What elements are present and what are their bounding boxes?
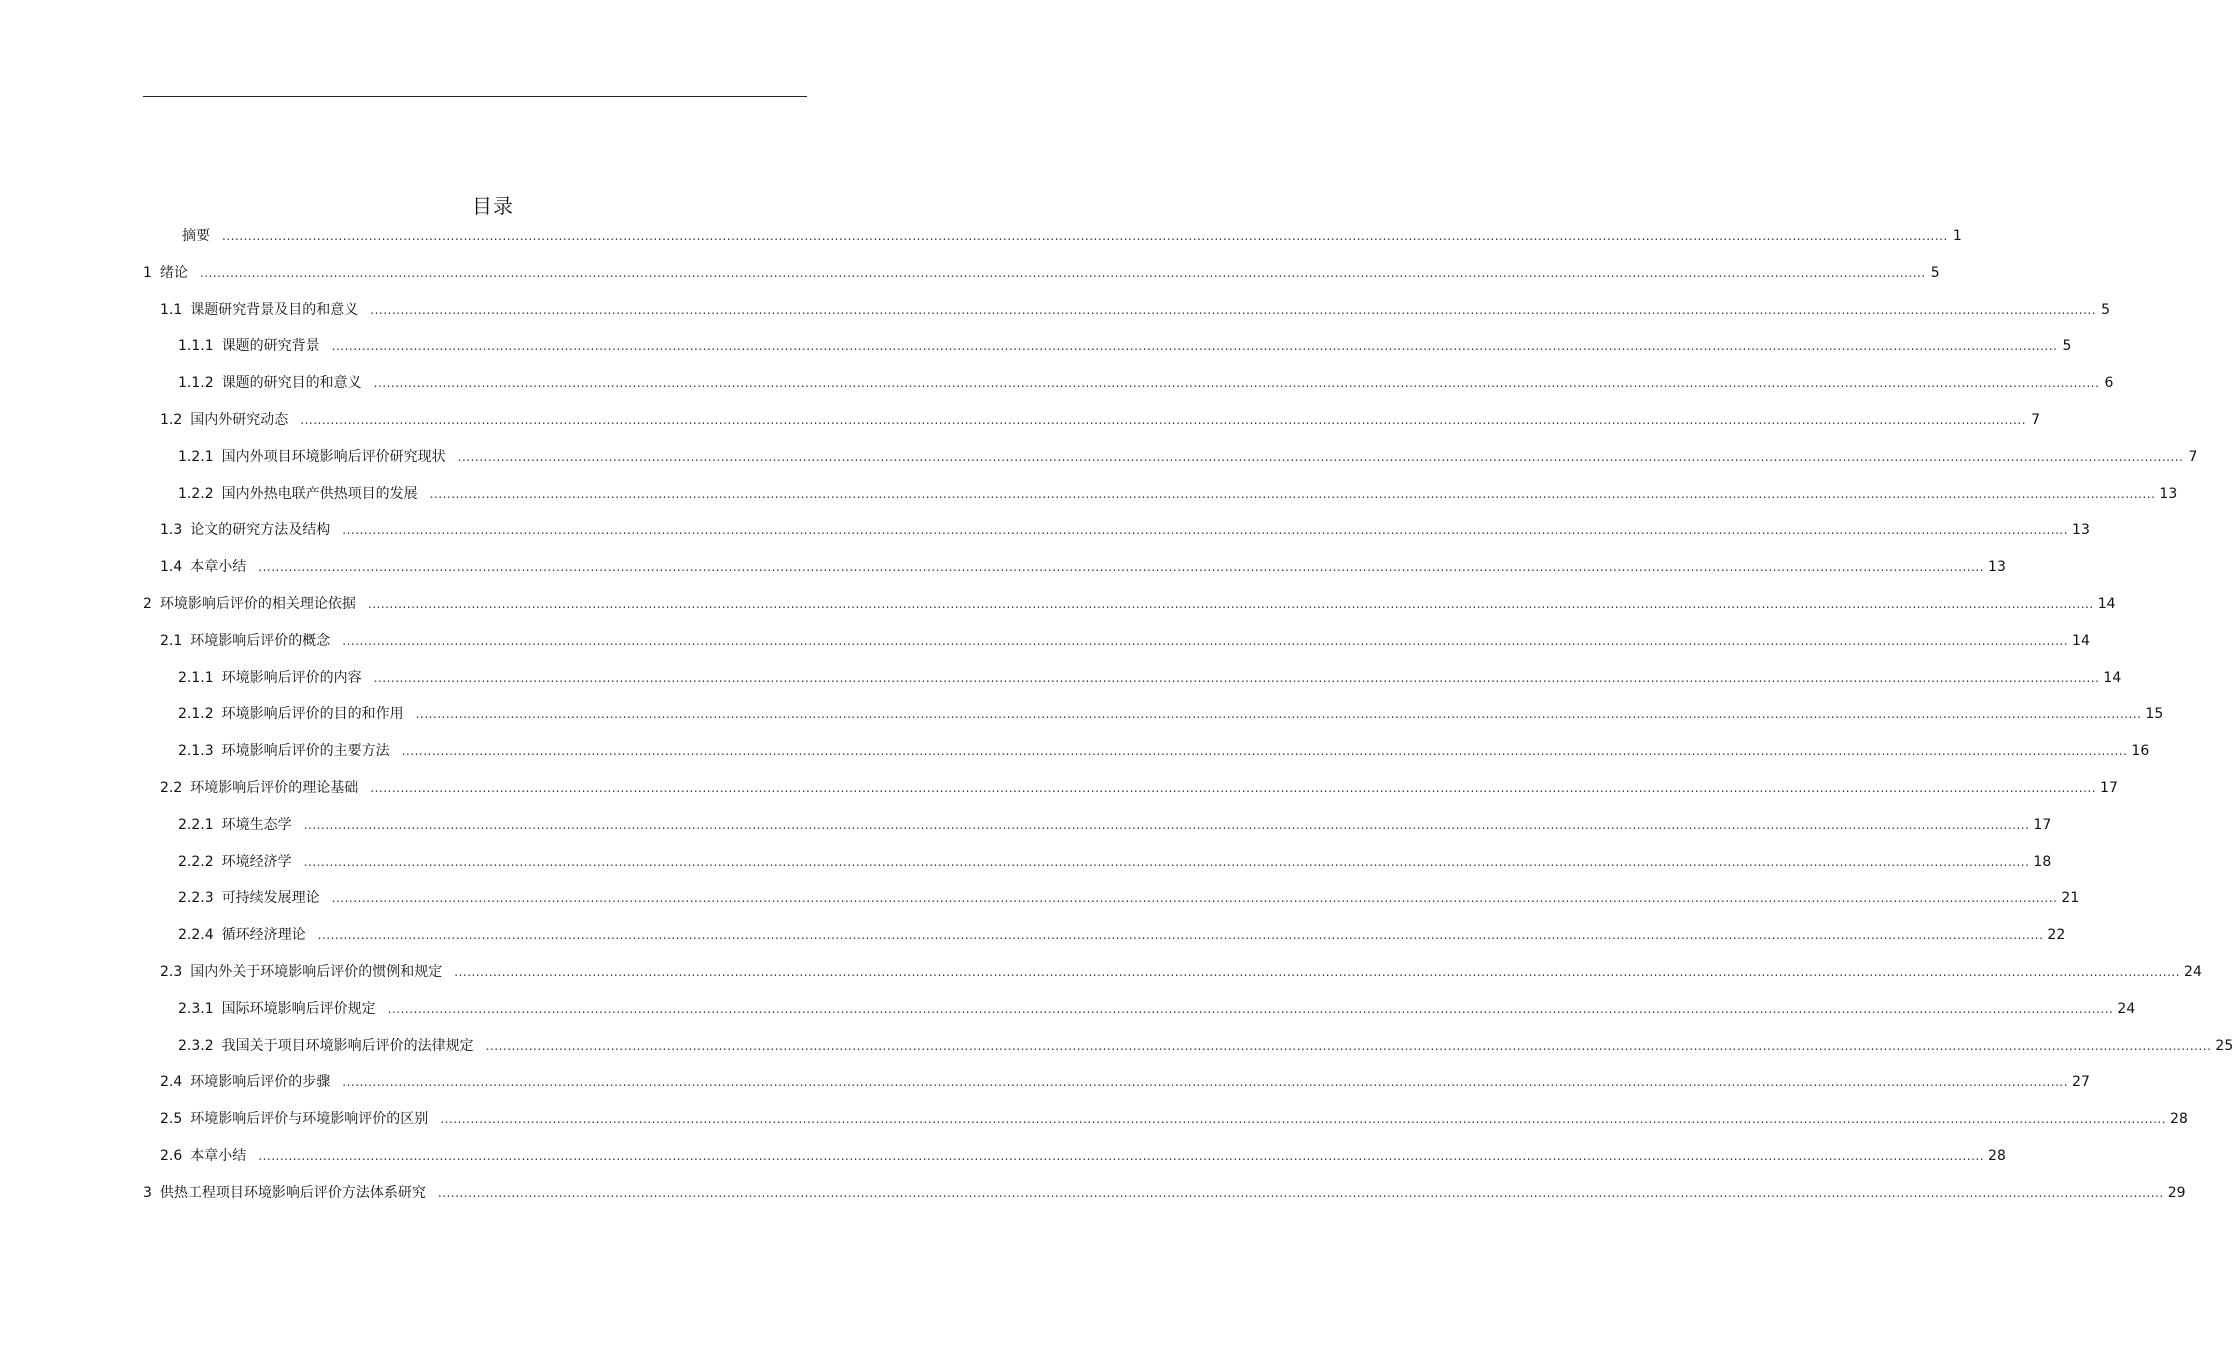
toc-entry-number: 1.3 (160, 522, 183, 538)
toc-entry-number: 2.4 (160, 1074, 183, 1090)
toc-entry-label: 循环经济理论 (221, 927, 306, 943)
toc-entry-label: 绪论 (159, 265, 188, 281)
dot-leader: ................................................................................................................................................................................................................................................................................................................................................................................................................ (331, 891, 2058, 905)
dot-leader: ................................................................................................................................................................................................................................................................................................................................................................................................................ (258, 560, 1985, 574)
toc-entry[interactable] (182, 225, 1962, 247)
toc-entry-page: 5 (2101, 302, 2111, 318)
toc-entry-label: 环境影响后评价的理论基础 (190, 780, 359, 796)
toc-entry-number: 2.2.2 (178, 854, 214, 870)
toc-entry-page: 18 (2033, 854, 2052, 870)
toc-entry[interactable] (143, 262, 1940, 284)
toc-entry-page: 22 (2047, 927, 2066, 943)
toc-entry-page: 17 (2100, 780, 2118, 796)
toc-entry[interactable] (160, 1145, 2006, 1167)
toc-entry-label: 国际环境影响后评价规定 (221, 1001, 376, 1017)
dot-leader: ................................................................................................................................................................................................................................................................................................................................................................................................................ (440, 1112, 2167, 1126)
toc-entry-label: 环境生态学 (221, 817, 292, 833)
dot-leader: ................................................................................................................................................................................................................................................................................................................................................................................................................ (415, 707, 2142, 721)
toc-entry-page: 21 (2061, 890, 2080, 906)
toc-entry-page: 5 (1930, 265, 1940, 281)
toc-entry[interactable] (160, 409, 2041, 431)
toc-entry-number: 2.3.1 (178, 1001, 214, 1017)
toc-entry-page: 24 (2184, 964, 2202, 980)
toc-entry-number: 1.1 (160, 302, 183, 318)
toc-entry[interactable] (178, 703, 2164, 725)
dot-leader: ................................................................................................................................................................................................................................................................................................................................................................................................................ (370, 303, 2097, 317)
toc-entry-page: 13 (2072, 522, 2090, 538)
toc-entry-number: 3 (143, 1185, 152, 1201)
toc-entry[interactable] (178, 998, 2136, 1020)
toc-entry[interactable] (178, 335, 2072, 357)
dot-leader: ................................................................................................................................................................................................................................................................................................................................................................................................................ (373, 376, 2100, 390)
toc-entry-page: 14 (2097, 596, 2116, 612)
toc-entry-number: 2.2.4 (178, 927, 214, 943)
toc-entry-page: 28 (1988, 1148, 2006, 1164)
toc-entry-number: 2.1.2 (178, 706, 214, 722)
toc-entry-page: 7 (2188, 449, 2198, 465)
toc-entry-page: 25 (2215, 1038, 2233, 1054)
toc-entry-page: 28 (2170, 1111, 2188, 1127)
toc-entry[interactable] (160, 1071, 2090, 1093)
toc-entry-number: 2.3 (160, 964, 183, 980)
dot-leader: ................................................................................................................................................................................................................................................................................................................................................................................................................ (342, 1075, 2069, 1089)
toc-entry-number: 2 (143, 596, 152, 612)
toc-entry-number: 1.2.1 (178, 449, 214, 465)
dot-leader: ................................................................................................................................................................................................................................................................................................................................................................................................................ (454, 965, 2181, 979)
dot-leader: ................................................................................................................................................................................................................................................................................................................................................................................................................ (199, 266, 1926, 280)
toc-entry[interactable] (143, 1182, 2186, 1204)
page-title: 目录 (472, 194, 514, 218)
dot-leader: ................................................................................................................................................................................................................................................................................................................................................................................................................ (222, 229, 1948, 243)
toc-entry-page: 14 (2072, 633, 2090, 649)
toc-entry-page: 16 (2131, 743, 2150, 759)
toc-entry[interactable] (178, 446, 2198, 468)
toc-entry-number: 2.2.3 (178, 890, 214, 906)
toc-entry-label: 本章小结 (190, 559, 247, 575)
toc-entry[interactable] (178, 1035, 2233, 1057)
toc-entry-number: 2.1.3 (178, 743, 214, 759)
toc-entry-page: 1 (1952, 228, 1962, 244)
toc-entry-number: 1.4 (160, 559, 183, 575)
toc-entry-label: 课题的研究背景 (221, 338, 320, 354)
toc-entry-label: 供热工程项目环境影响后评价方法体系研究 (159, 1185, 426, 1201)
toc-entry[interactable] (178, 667, 2122, 689)
toc-entry-number: 2.2.1 (178, 817, 214, 833)
toc-entry-number: 1.2 (160, 412, 183, 428)
toc-entry-label: 环境影响后评价的步骤 (190, 1074, 331, 1090)
toc-entry-label: 环境影响后评价的相关理论依据 (159, 596, 356, 612)
toc-entry-page: 14 (2103, 670, 2122, 686)
header-rule (143, 96, 807, 97)
toc-entry-label: 国内外热电联产供热项目的发展 (221, 486, 418, 502)
toc-entry-page: 24 (2117, 1001, 2136, 1017)
toc-entry-label: 课题的研究目的和意义 (221, 375, 362, 391)
toc-entry[interactable] (143, 593, 2116, 615)
dot-leader: ................................................................................................................................................................................................................................................................................................................................................................................................................ (370, 781, 2097, 795)
toc-entry[interactable] (160, 1108, 2188, 1130)
toc-entry[interactable] (178, 851, 2052, 873)
dot-leader: ................................................................................................................................................................................................................................................................................................................................................................................................................ (367, 597, 2094, 611)
toc-entry-number: 1.1.1 (178, 338, 214, 354)
toc-entry-page: 5 (2062, 338, 2072, 354)
toc-entry-label: 论文的研究方法及结构 (190, 522, 331, 538)
toc-entry-label: 可持续发展理论 (221, 890, 320, 906)
toc-entry-label: 摘要 (182, 228, 210, 244)
toc-entry-page: 29 (2167, 1185, 2186, 1201)
toc-entry[interactable] (178, 740, 2150, 762)
dot-leader: ................................................................................................................................................................................................................................................................................................................................................................................................................ (485, 1039, 2212, 1053)
toc-entry-page: 13 (1988, 559, 2006, 575)
dot-leader: ................................................................................................................................................................................................................................................................................................................................................................................................................ (387, 1002, 2114, 1016)
toc-entry[interactable] (160, 630, 2090, 652)
toc-entry[interactable] (178, 924, 2066, 946)
toc-entry-number: 1.1.2 (178, 375, 214, 391)
toc-entry-number: 2.5 (160, 1111, 183, 1127)
toc-entry-label: 环境经济学 (221, 854, 292, 870)
toc-entry[interactable] (178, 372, 2114, 394)
toc-entry-label: 本章小结 (190, 1148, 247, 1164)
dot-leader: ................................................................................................................................................................................................................................................................................................................................................................................................................ (437, 1186, 2164, 1200)
toc-entry[interactable] (160, 961, 2202, 983)
dot-leader: ................................................................................................................................................................................................................................................................................................................................................................................................................ (429, 487, 2156, 501)
dot-leader: ................................................................................................................................................................................................................................................................................................................................................................................................................ (342, 634, 2069, 648)
toc-entry-number: 2.2 (160, 780, 183, 796)
toc-entry-number: 2.3.2 (178, 1038, 214, 1054)
toc-entry-number: 1 (143, 265, 152, 281)
toc-entry-page: 13 (2159, 486, 2178, 502)
toc-entry[interactable] (160, 299, 2111, 321)
dot-leader: ................................................................................................................................................................................................................................................................................................................................................................................................................ (258, 1149, 1985, 1163)
toc-entry[interactable] (160, 519, 2090, 541)
toc-entry-page: 27 (2072, 1074, 2090, 1090)
toc-entry-number: 1.2.2 (178, 486, 214, 502)
toc-entry-number: 2.1 (160, 633, 183, 649)
toc-entry-label: 环境影响后评价的内容 (221, 670, 362, 686)
toc-entry[interactable] (178, 483, 2178, 505)
dot-leader: ................................................................................................................................................................................................................................................................................................................................................................................................................ (303, 818, 2030, 832)
dot-leader: ................................................................................................................................................................................................................................................................................................................................................................................................................ (317, 928, 2044, 942)
toc-entry-label: 国内外关于环境影响后评价的惯例和规定 (190, 964, 443, 980)
dot-leader: ................................................................................................................................................................................................................................................................................................................................................................................................................ (303, 855, 2030, 869)
toc-entry-label: 我国关于项目环境影响后评价的法律规定 (221, 1038, 474, 1054)
dot-leader: ................................................................................................................................................................................................................................................................................................................................................................................................................ (300, 413, 2027, 427)
toc-entry-page: 7 (2031, 412, 2041, 428)
toc-entry-number: 2.1.1 (178, 670, 214, 686)
dot-leader: ................................................................................................................................................................................................................................................................................................................................................................................................................ (401, 744, 2128, 758)
toc-entry[interactable] (178, 814, 2052, 836)
dot-leader: ................................................................................................................................................................................................................................................................................................................................................................................................................ (331, 339, 2058, 353)
toc-entry[interactable] (160, 556, 2006, 578)
toc-entry-label: 环境影响后评价的概念 (190, 633, 331, 649)
toc-entry-label: 环境影响后评价的目的和作用 (221, 706, 404, 722)
toc-entry-label: 环境影响后评价的主要方法 (221, 743, 390, 759)
dot-leader: ................................................................................................................................................................................................................................................................................................................................................................................................................ (373, 671, 2100, 685)
toc-entry-label: 国内外研究动态 (190, 412, 289, 428)
toc-entry[interactable] (160, 777, 2118, 799)
toc-entry[interactable] (178, 887, 2080, 909)
toc-entry-number: 2.6 (160, 1148, 183, 1164)
toc-entry-label: 国内外项目环境影响后评价研究现状 (221, 449, 446, 465)
dot-leader: ................................................................................................................................................................................................................................................................................................................................................................................................................ (342, 523, 2069, 537)
toc-entry-label: 环境影响后评价与环境影响评价的区别 (190, 1111, 429, 1127)
toc-entry-page: 15 (2145, 706, 2164, 722)
toc-entry-page: 17 (2033, 817, 2052, 833)
toc-entry-page: 6 (2104, 375, 2114, 391)
toc-entry-label: 课题研究背景及目的和意义 (190, 302, 359, 318)
dot-leader: ................................................................................................................................................................................................................................................................................................................................................................................................................ (457, 450, 2184, 464)
